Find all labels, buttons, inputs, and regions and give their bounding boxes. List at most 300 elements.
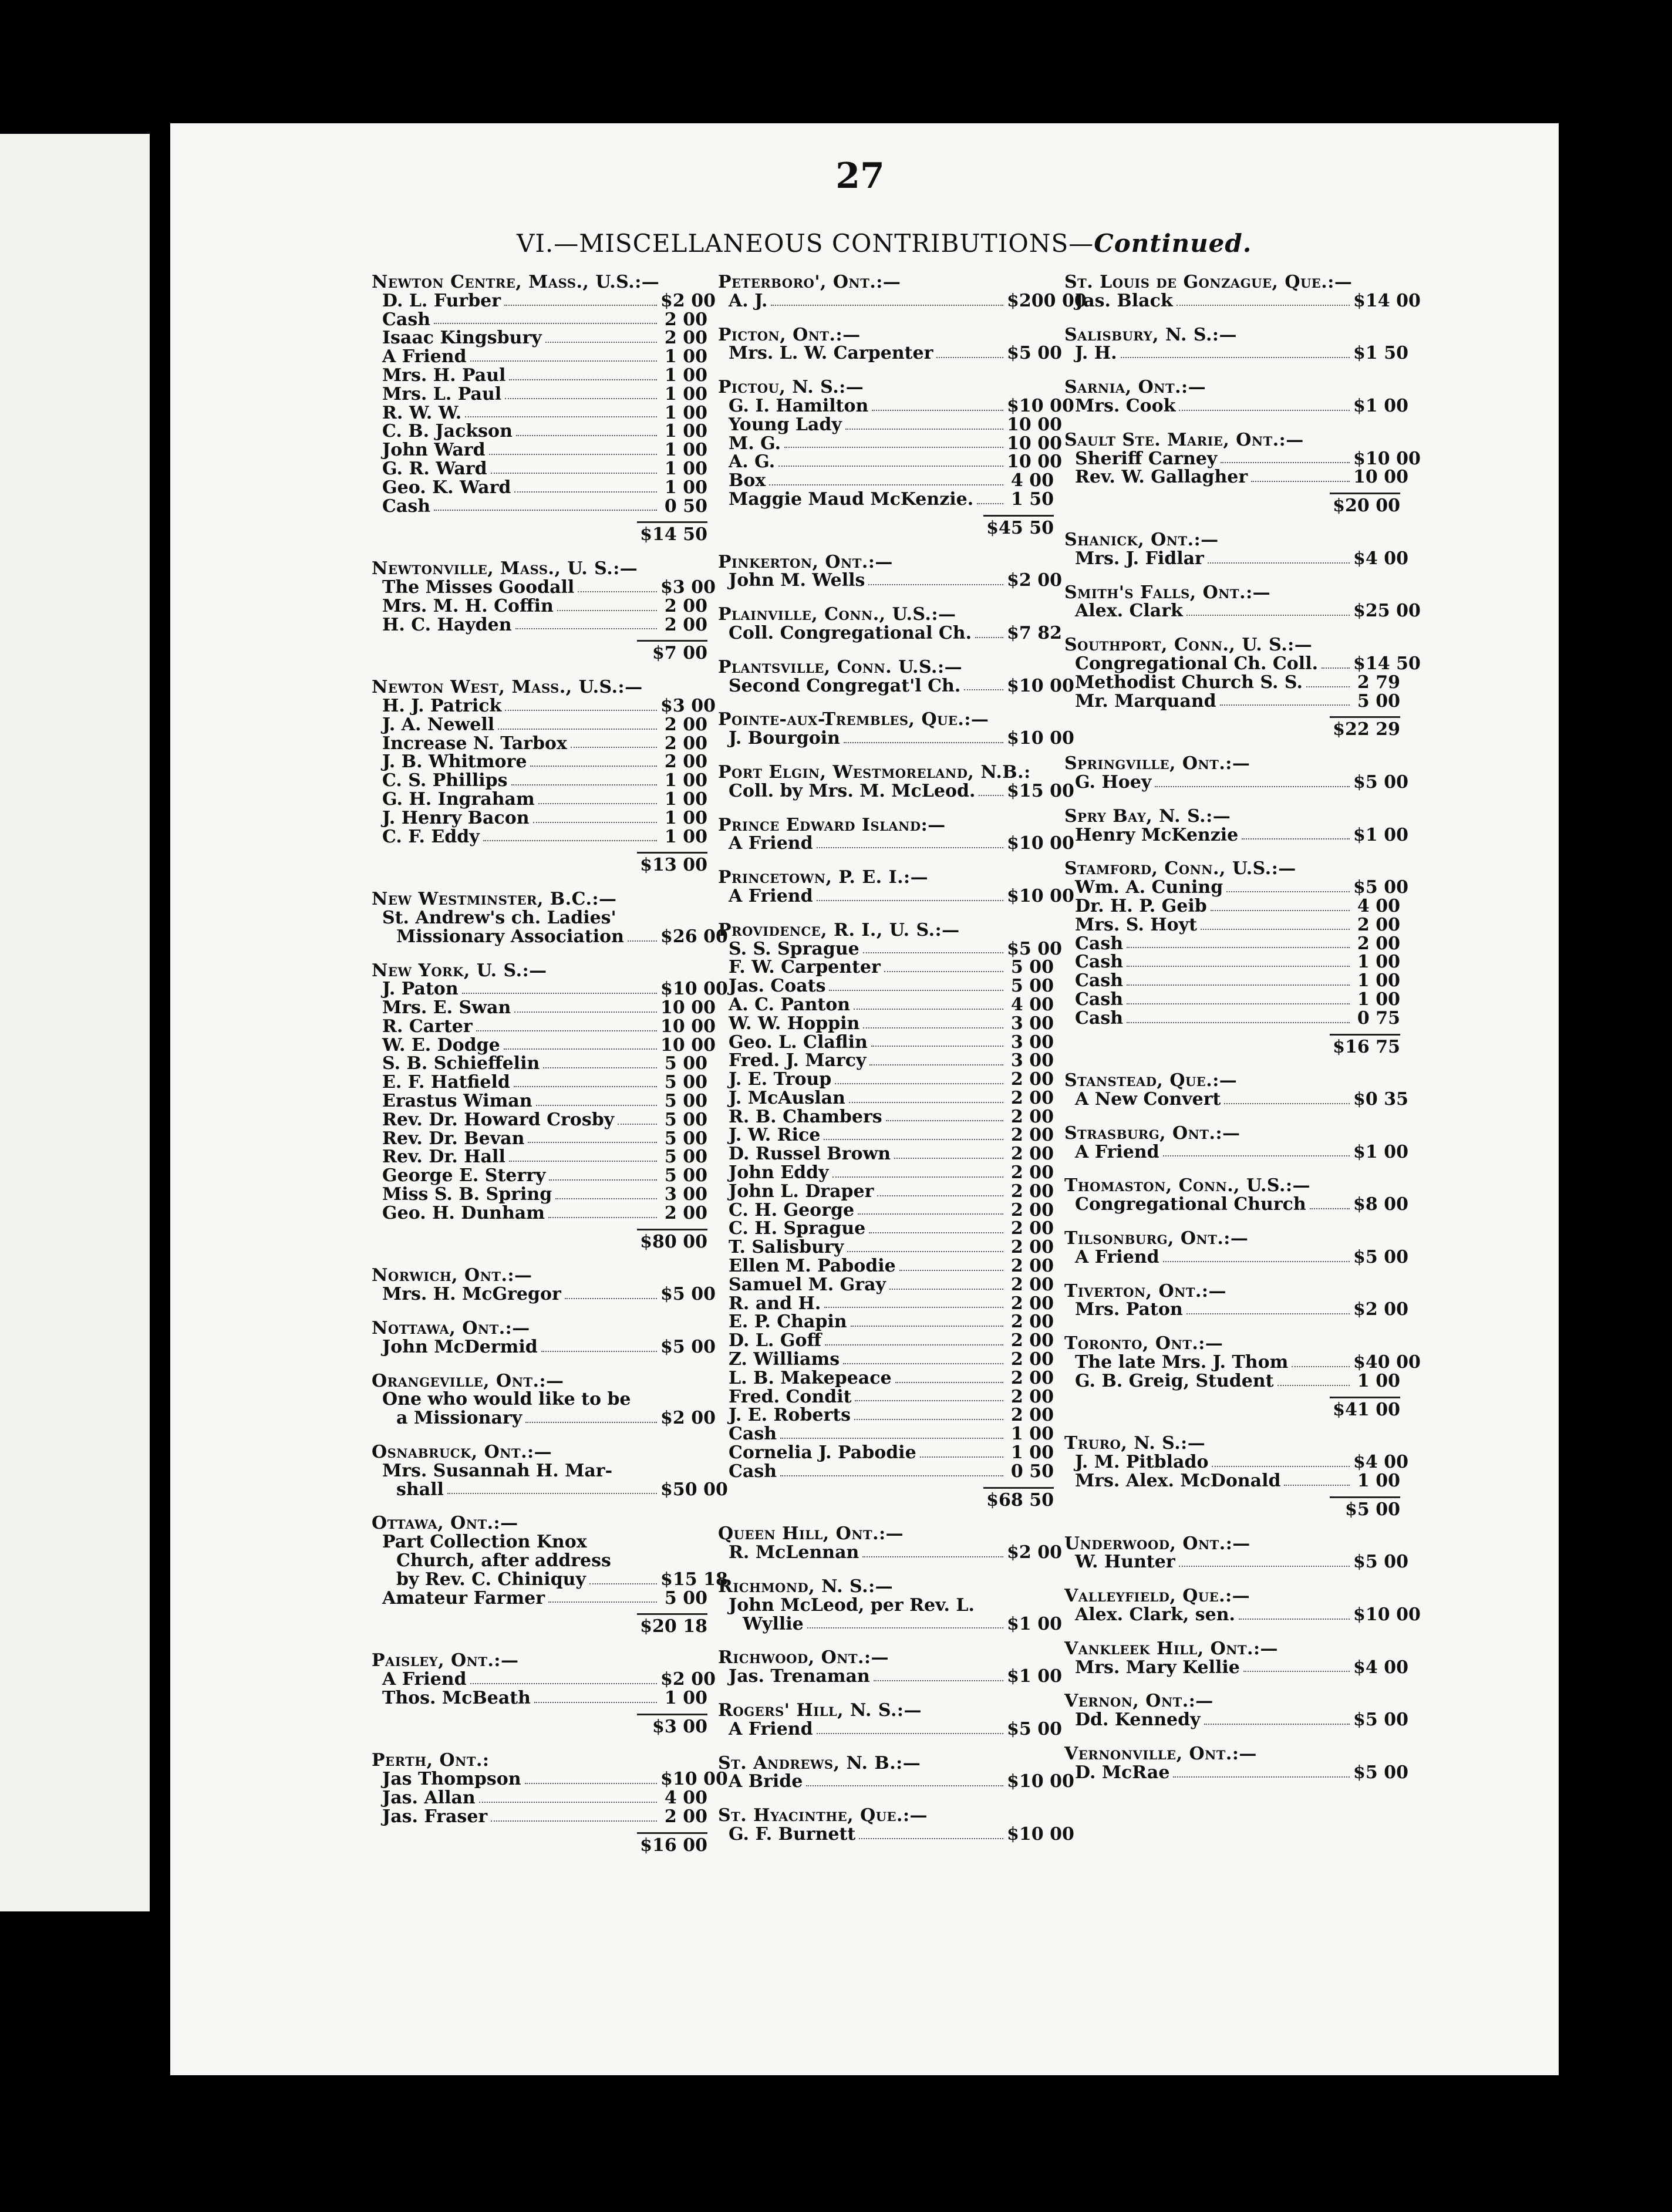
contribution-entry: [361, 753, 707, 771]
total-amount: $68 50: [983, 1487, 1054, 1510]
contribution-amount: 1 00: [1010, 1442, 1054, 1464]
contributor-name: Mrs. L. Paul: [382, 383, 502, 404]
place-heading: Plainville, Conn., U.S.:—: [718, 604, 956, 625]
dot-leader: [1201, 929, 1350, 930]
place-heading: Stamford, Conn., U.S.:—: [1064, 858, 1296, 879]
contributor-name: R. Carter: [382, 1016, 473, 1037]
place-block: [707, 867, 1074, 906]
contributor-name: Mrs. M. H. Coffin: [382, 595, 554, 616]
contributor-name: A. J.: [729, 290, 768, 311]
contribution-entry: [361, 290, 716, 311]
contribution-entry: [361, 1016, 716, 1037]
contribution-entry: [707, 1051, 1054, 1070]
place-total: [361, 1710, 707, 1736]
contribution-amount: 2 00: [1010, 1367, 1054, 1388]
contribution-amount: $200 00: [1007, 290, 1087, 311]
contribution-entry: [361, 1789, 707, 1808]
contribution-amount: 2 00: [1010, 1069, 1054, 1090]
dot-leader: [1292, 1366, 1350, 1367]
contribution-amount: 10 00: [1007, 451, 1062, 473]
contributor-name: Cash: [1075, 970, 1124, 992]
contribution-entry: [361, 385, 707, 404]
contributor-name: R. and H.: [729, 1293, 821, 1314]
total-amount: $20 00: [1330, 493, 1400, 515]
contributor-name: A Friend: [729, 1718, 813, 1739]
contributor-name: Ellen M. Pabodie: [729, 1256, 896, 1277]
contribution-entry: [1054, 1604, 1421, 1626]
place-total: [361, 636, 707, 663]
contribution-entry: [1054, 653, 1421, 674]
contribution-amount: $1 00: [1353, 1141, 1408, 1162]
contribution-entry: [707, 1276, 1054, 1294]
contribution-entry: [707, 622, 1062, 643]
contribution-entry: [361, 1284, 716, 1305]
contribution-amount: 2 00: [664, 1806, 707, 1827]
contributor-name: Cash: [1075, 933, 1124, 954]
dot-leader: [1173, 1776, 1350, 1778]
contributor-name: J. A. Newell: [382, 714, 495, 735]
contribution-entry: [707, 471, 1054, 490]
place-block: [707, 709, 1074, 749]
place-block: [1054, 1070, 1408, 1110]
contribution-entry: [361, 460, 707, 478]
dot-leader: [1208, 562, 1350, 564]
contributor-name: Congregational Ch. Coll.: [1075, 653, 1319, 674]
place-total: [361, 1610, 707, 1636]
contribution-amount: 3 00: [1010, 1013, 1054, 1034]
contribution-amount: $0 35: [1353, 1089, 1408, 1110]
contributor-name: Mrs. L. W. Carpenter: [729, 343, 933, 364]
contributor-name: Rev. Dr. Hall: [382, 1147, 505, 1168]
contribution-amount: 5 00: [1357, 690, 1400, 712]
contribution-amount: 10 00: [660, 997, 716, 1019]
dot-leader: [1127, 984, 1350, 986]
dot-leader: [936, 357, 1003, 358]
contribution-amount: $2 00: [660, 1408, 716, 1429]
contributor-name: J. W. Rice: [729, 1125, 821, 1146]
contribution-amount: $10 00: [1007, 885, 1074, 906]
dot-leader: [780, 1475, 1003, 1476]
contributor-name-continued: Church, after address: [396, 1550, 611, 1572]
dot-leader: [509, 1161, 657, 1162]
contribution-entry: [361, 441, 707, 460]
contributor-name: A New Convert: [1075, 1089, 1221, 1110]
place-heading: New York, U. S.:—: [372, 960, 547, 981]
contribution-amount: 2 00: [1010, 1330, 1054, 1351]
contribution-entry: [1054, 897, 1400, 916]
contribution-amount: 2 00: [1010, 1311, 1054, 1333]
contribution-amount: 1 00: [664, 1687, 707, 1708]
place-heading: St. Hyacinthe, Que.:—: [718, 1805, 928, 1826]
contribution-entry: [707, 343, 1062, 364]
contribution-entry: [707, 1350, 1054, 1369]
dot-leader: [543, 1067, 657, 1068]
contribution-entry: [361, 809, 707, 828]
dot-leader: [578, 591, 657, 592]
contribution-amount: $5 00: [1353, 1709, 1408, 1731]
contributor-name: George E. Sterry: [382, 1165, 546, 1186]
contribution-entry: [707, 728, 1074, 749]
place-heading: Thomaston, Conn., U.S.:—: [1064, 1175, 1311, 1196]
dot-leader: [571, 747, 657, 748]
dot-leader: [530, 766, 657, 767]
contribution-entry: [361, 1589, 707, 1608]
contribution-entry: [361, 1808, 707, 1826]
dot-leader: [1163, 1155, 1350, 1156]
contribution-entry: [707, 1313, 1054, 1331]
contribution-entry: [361, 478, 707, 497]
contribution-entry: [361, 1185, 707, 1204]
contribution-entry: [707, 1388, 1054, 1407]
place-heading: Truro, N. S.:—: [1064, 1433, 1206, 1454]
place-heading: Spry Bay, N. S.:—: [1064, 805, 1231, 827]
contribution-amount: 10 00: [660, 1034, 716, 1056]
contribution-amount: $10 00: [1007, 1823, 1074, 1845]
dot-leader: [859, 1838, 1003, 1839]
contributor-name: S. B. Schieffelin: [382, 1053, 540, 1074]
contribution-amount: $10 00: [660, 1769, 728, 1790]
contributor-name: Cash: [382, 495, 431, 517]
dot-leader: [824, 1307, 1003, 1308]
contribution-entry: [707, 885, 1074, 906]
adjacent-page-edge: [0, 134, 150, 1911]
place-block: [707, 1647, 1062, 1687]
contribution-amount: $5 00: [1353, 771, 1408, 793]
contribution-entry: [361, 1111, 707, 1129]
contribution-amount: $5 00: [1353, 1762, 1408, 1783]
contribution-entry: [707, 490, 1054, 509]
dot-leader: [771, 305, 1003, 306]
contributor-name: Mrs. Cook: [1075, 395, 1176, 416]
contribution-entry: [1054, 601, 1421, 622]
contributor-name: A Friend: [382, 346, 467, 367]
contribution-entry: [1054, 448, 1421, 469]
dot-leader: [863, 1027, 1003, 1029]
contribution-amount: $10 00: [1007, 833, 1074, 854]
contribution-entry: [707, 1406, 1054, 1425]
contribution-amount: 2 00: [1010, 1386, 1054, 1407]
place-total: [1054, 1493, 1400, 1519]
contributor-name: Dr. H. P. Geib: [1075, 895, 1207, 916]
contribution-entry-continued: [707, 1613, 1062, 1634]
contribution-entry: [1054, 771, 1408, 793]
dot-leader: [862, 1556, 1003, 1557]
contribution-entry: [361, 695, 716, 716]
contributor-name: A Bride: [729, 1771, 803, 1792]
contributor-name: C. H. George: [729, 1199, 855, 1220]
contribution-amount: $1 00: [1007, 1613, 1062, 1634]
contributor-name: D. L. Furber: [382, 290, 501, 311]
contributor-name: F. W. Carpenter: [729, 957, 881, 978]
contribution-entry: [361, 979, 728, 1000]
dot-leader: [874, 1680, 1003, 1681]
contributor-name: Jas. Trenaman: [729, 1666, 870, 1687]
dot-leader: [476, 1030, 657, 1031]
contribution-amount: 1 00: [664, 826, 707, 847]
place-block: [361, 1370, 716, 1429]
contribution-amount: 1 00: [1357, 1370, 1400, 1391]
contribution-amount: 2 00: [664, 733, 707, 754]
contribution-amount: 5 00: [1010, 976, 1054, 997]
place-block: [707, 1576, 1062, 1634]
contributor-name: Cash: [729, 1424, 777, 1445]
contributor-name: Mrs. E. Swan: [382, 997, 511, 1019]
contribution-entry: [361, 1166, 707, 1185]
contribution-amount: 2 00: [1357, 914, 1400, 935]
dot-leader: [817, 847, 1003, 848]
contributor-name: Cash: [1075, 952, 1124, 973]
place-heading: Southport, Conn., U. S.:—: [1064, 635, 1313, 656]
total-amount: $14 50: [637, 521, 707, 544]
contribution-entry: [707, 1425, 1054, 1444]
dot-leader: [1204, 1724, 1350, 1725]
dot-leader: [565, 1298, 657, 1299]
dot-leader: [548, 1217, 657, 1218]
place-block: [1054, 1333, 1421, 1420]
contribution-amount: 1 00: [1357, 970, 1400, 992]
contributor-name: G. Hoey: [1075, 771, 1152, 793]
place-heading: Tilsonburg, Ont.:—: [1064, 1228, 1249, 1249]
place-block: [707, 604, 1062, 643]
dot-leader: [778, 466, 1003, 467]
contribution-amount: 2 00: [664, 751, 707, 773]
contributor-name: Jas. Black: [1075, 290, 1173, 311]
place-block: [361, 1442, 728, 1500]
contribution-entry: [361, 1533, 707, 1552]
contribution-amount: 1 00: [664, 365, 707, 386]
place-heading: Peterboro', Ont.:—: [718, 272, 901, 292]
dot-leader: [538, 803, 657, 804]
contribution-entry: [361, 1689, 707, 1708]
total-amount: $3 00: [637, 1714, 707, 1736]
place-block: [1054, 429, 1421, 517]
contribution-amount: 2 00: [1010, 1087, 1054, 1108]
contributor-name: Sheriff Carney: [1075, 448, 1218, 469]
contribution-entry: [361, 576, 716, 598]
place-heading: Paisley, Ont.:—: [372, 1650, 519, 1671]
contribution-entry: [1054, 673, 1400, 692]
contribution-entry: [707, 1089, 1054, 1108]
place-heading: Newton West, Mass., U.S.:—: [372, 677, 643, 698]
dot-leader: [832, 1176, 1003, 1178]
contribution-entry: [1054, 1009, 1400, 1028]
contribution-amount: $5 00: [1007, 1718, 1062, 1739]
contribution-amount: $10 00: [1007, 675, 1074, 696]
contribution-amount: 5 00: [1010, 957, 1054, 978]
dot-leader: [1127, 1003, 1350, 1004]
contribution-entry: [707, 1014, 1054, 1033]
dot-leader: [1186, 615, 1350, 616]
dot-leader: [1179, 410, 1350, 411]
contribution-entry: [1054, 916, 1400, 935]
dot-leader: [489, 454, 657, 455]
dot-leader: [516, 435, 657, 436]
dot-leader: [920, 1456, 1003, 1458]
contribution-entry: [361, 790, 707, 809]
contribution-entry: [707, 1201, 1054, 1220]
contributor-name: Mr. Marquand: [1075, 690, 1216, 712]
contribution-entry: [707, 1108, 1054, 1127]
place-block: [361, 1265, 716, 1305]
contribution-entry: [707, 1596, 1054, 1615]
contribution-amount: $7 82: [1007, 622, 1062, 643]
place-heading: Rogers' Hill, N. S.:—: [718, 1700, 922, 1721]
contributor-name: A. G.: [729, 451, 776, 473]
dot-leader: [975, 637, 1003, 638]
contribution-amount: 2 00: [1010, 1218, 1054, 1239]
contribution-entry: [361, 1336, 716, 1357]
contribution-amount: $40 00: [1353, 1352, 1421, 1373]
dot-leader: [525, 1783, 657, 1784]
contributor-name: Cash: [1075, 1007, 1124, 1029]
contribution-amount: $50 00: [660, 1479, 728, 1500]
contributor-name: Samuel M. Gray: [729, 1274, 886, 1295]
contributor-name: C. S. Phillips: [382, 770, 508, 791]
contribution-amount: $15 00: [1007, 780, 1074, 801]
dot-leader: [470, 1683, 657, 1684]
place-block: [707, 1805, 1074, 1845]
contribution-entry: [1054, 1472, 1400, 1491]
dot-leader: [871, 1046, 1003, 1047]
contribution-amount: 2 00: [1010, 1106, 1054, 1127]
place-heading: Richwood, Ont.:—: [718, 1647, 889, 1668]
place-heading: Princetown, P. E. I.:—: [718, 867, 929, 888]
place-block: [1054, 324, 1408, 364]
contributor-name: W. Hunter: [1075, 1552, 1175, 1573]
contribution-entry: [361, 909, 707, 928]
dot-leader: [872, 410, 1003, 411]
contribution-entry: [1054, 395, 1408, 416]
contribution-amount: 1 50: [1010, 488, 1054, 510]
dot-leader: [1310, 1208, 1350, 1209]
place-heading: New Westminster, B.C.:—: [372, 889, 617, 910]
dot-leader: [541, 1351, 657, 1352]
place-block: [707, 1752, 1074, 1792]
place-block: [1054, 805, 1408, 845]
contribution-amount: $5 00: [1007, 938, 1062, 959]
contribution-amount: 1 00: [1357, 989, 1400, 1010]
contributor-name: Rev. Dr. Bevan: [382, 1128, 525, 1149]
dot-leader: [434, 510, 657, 511]
contributor-name: Cash: [382, 309, 431, 330]
contribution-entry: [1054, 1089, 1408, 1110]
place-heading: Perth, Ont.:: [372, 1750, 490, 1771]
contribution-entry: [707, 1294, 1054, 1313]
contribution-amount: 1 00: [664, 770, 707, 791]
contributor-name: Maggie Maud McKenzie.: [729, 488, 974, 510]
place-total: [1054, 1393, 1400, 1419]
contribution-entry: [1054, 692, 1400, 711]
contribution-amount: 5 00: [664, 1072, 707, 1093]
contribution-amount: 2 00: [1010, 1237, 1054, 1258]
place-block: [1054, 1122, 1408, 1162]
dot-leader: [1179, 1566, 1350, 1567]
column-2: [707, 272, 1087, 1859]
contribution-amount: $5 00: [1353, 877, 1408, 898]
contributor-name: St. Andrew's ch. Ladies': [382, 907, 616, 928]
contribution-entry: [361, 828, 707, 847]
contribution-amount: 4 00: [1010, 994, 1054, 1015]
place-block: [707, 272, 1087, 311]
contributor-name: The Misses Goodall: [382, 576, 575, 598]
dot-leader: [514, 491, 657, 493]
contribution-amount: $10 00: [1007, 1771, 1074, 1792]
contribution-amount: 4 00: [1010, 470, 1054, 491]
contributor-name: Erastus Wiman: [382, 1091, 532, 1112]
contribution-entry: [1054, 343, 1408, 364]
place-block: [1054, 582, 1421, 622]
contributor-name: Isaac Kingsbury: [382, 328, 542, 349]
contribution-amount: $10 00: [1353, 448, 1421, 469]
contributor-name: T. Salisbury: [729, 1237, 844, 1258]
place-block: [1054, 1228, 1408, 1267]
contribution-entry: [361, 716, 707, 734]
contributor-name: J. Bourgoin: [729, 728, 840, 749]
place-heading: Port Elgin, Westmoreland, N.B.:: [718, 761, 1031, 783]
dot-leader: [534, 1702, 657, 1703]
dot-leader: [1163, 1261, 1350, 1262]
contributor-name: Henry McKenzie: [1075, 824, 1239, 845]
total-amount: $7 00: [637, 640, 707, 663]
dot-leader: [894, 1158, 1003, 1159]
dot-leader: [964, 689, 1003, 690]
contribution-entry: [361, 366, 707, 385]
dot-leader: [979, 795, 1003, 796]
contribution-amount: 1 00: [664, 477, 707, 498]
contributor-name-continued: a Missionary: [396, 1408, 522, 1429]
contributor-name: Part Collection Knox: [382, 1532, 587, 1553]
dot-leader: [498, 729, 657, 730]
contributor-name-continued: shall: [396, 1479, 444, 1500]
contributor-name: J. B. Whitmore: [382, 751, 527, 773]
contribution-amount: $1 50: [1353, 343, 1408, 364]
contributor-name: A Friend: [729, 833, 813, 854]
dot-leader: [555, 1198, 657, 1199]
dot-leader: [849, 1102, 1003, 1103]
dot-leader: [899, 1270, 1003, 1271]
contributor-name: C. H. Sprague: [729, 1218, 866, 1239]
contribution-amount: $5 00: [1353, 1246, 1408, 1267]
contributor-name: G. F. Burnett: [729, 1823, 856, 1845]
place-block: [707, 814, 1074, 854]
place-heading: Strasburg, Ont.:—: [1064, 1122, 1240, 1144]
contribution-amount: 2 00: [664, 714, 707, 735]
place-block: [1054, 1433, 1408, 1520]
contributor-name: The late Mrs. J. Thom: [1075, 1352, 1289, 1373]
place-block: [361, 558, 716, 664]
contribution-amount: $4 00: [1353, 1657, 1408, 1678]
contributor-name: Increase N. Tarbox: [382, 733, 567, 754]
dot-leader: [1127, 1022, 1350, 1023]
contributor-name: D. L. Goff: [729, 1330, 822, 1351]
place-heading: Springville, Ont.:—: [1064, 753, 1250, 774]
contributor-name: Fred. J. Marcy: [729, 1050, 867, 1071]
contributor-name: J. H.: [1075, 343, 1117, 364]
contributor-name: Wm. A. Cuning: [1075, 877, 1223, 898]
contribution-amount: $14 00: [1353, 290, 1421, 311]
contribution-entry: [707, 1145, 1054, 1164]
contribution-amount: $2 00: [660, 290, 716, 311]
dot-leader: [1284, 1485, 1350, 1486]
dot-leader: [505, 710, 657, 711]
contribution-amount: $3 00: [660, 695, 716, 716]
contribution-amount: $26 00: [660, 926, 728, 947]
contributor-name: Fred. Condit: [729, 1386, 852, 1407]
contribution-entry: [361, 734, 707, 753]
dot-leader: [817, 900, 1003, 901]
place-block: [1054, 1691, 1408, 1731]
contribution-entry: [707, 451, 1062, 473]
